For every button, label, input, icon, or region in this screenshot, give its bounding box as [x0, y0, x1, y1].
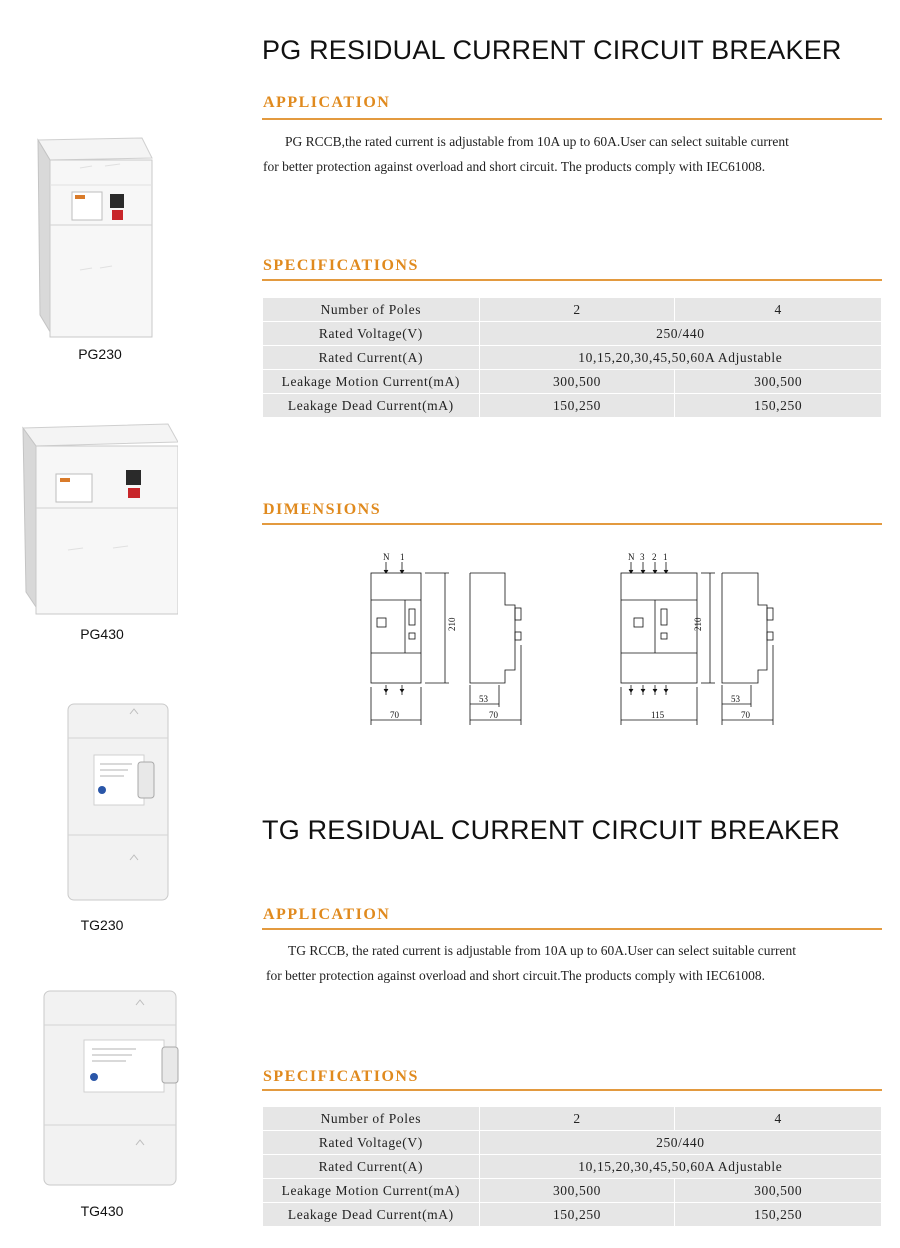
tg-application-heading: APPLICATION — [263, 906, 391, 923]
section-divider — [262, 523, 882, 525]
spec-value: 4 — [675, 1107, 882, 1131]
product-caption: TG430 — [80, 1203, 124, 1219]
tg-application-text — [266, 938, 896, 988]
spec-value: 300,500 — [675, 370, 882, 394]
spec-label: Leakage Motion Current(mA) — [263, 1179, 480, 1203]
dimension-depth-label: 53 — [731, 694, 740, 704]
table-row — [263, 1203, 882, 1227]
spec-label: Leakage Dead Current(mA) — [263, 394, 480, 418]
spec-label: Leakage Dead Current(mA) — [263, 1203, 480, 1227]
spec-label: Rated Voltage(V) — [263, 322, 480, 346]
table-row — [263, 298, 882, 322]
tg-application-line: TG RCCB, the rated current is adjustable from 10A up to 60A.User can select suitable current — [288, 943, 796, 958]
spec-value: 4 — [675, 298, 882, 322]
spec-label: Leakage Motion Current(mA) — [263, 370, 480, 394]
rccb-tg-2pole-product-icon — [42, 700, 172, 905]
section-divider — [262, 1089, 882, 1091]
terminal-label: 2 — [652, 552, 657, 562]
table-row — [263, 322, 882, 346]
four-pole-front-view — [621, 562, 715, 725]
pg-application-line: PG RCCB,the rated current is adjustable from 10A up to 60A.User can select suitable current — [285, 134, 789, 149]
spec-value: 150,250 — [675, 1203, 882, 1227]
spec-value: 150,250 — [479, 1203, 675, 1227]
pg-application-line: for better protection against overload and short circuit. The products comply with IEC61008. — [263, 159, 766, 174]
rccb-pg-2pole-product-icon — [30, 130, 160, 345]
tg-specifications-heading: SPECIFICATIONS — [263, 1068, 419, 1085]
spec-value: 300,500 — [479, 370, 675, 394]
spec-label: Rated Voltage(V) — [263, 1131, 480, 1155]
dimension-depth-label: 70 — [741, 710, 750, 720]
two-pole-front-view — [371, 562, 449, 725]
dimension-width-label: 115 — [651, 710, 665, 720]
product-caption: PG230 — [78, 346, 122, 362]
tg-application-line: for better protection against overload and short circuit.The products comply with IEC61008. — [266, 968, 765, 983]
pg-spec-table — [262, 297, 882, 418]
spec-label: Rated Current(A) — [263, 346, 480, 370]
spec-value: 300,500 — [675, 1179, 882, 1203]
rccb-pg-4pole-product-icon — [18, 420, 178, 620]
dimension-width-label: 70 — [390, 710, 399, 720]
dimension-height-label: 210 — [693, 617, 703, 631]
spec-value: 2 — [479, 298, 675, 322]
dimension-depth-label: 70 — [489, 710, 498, 720]
dimension-depth-label: 53 — [479, 694, 488, 704]
four-pole-side-view — [722, 573, 773, 725]
pg-dimensions-heading: DIMENSIONS — [263, 501, 382, 518]
section-divider — [262, 928, 882, 930]
spec-value: 2 — [479, 1107, 675, 1131]
table-row — [263, 1107, 882, 1131]
spec-value: 150,250 — [675, 394, 882, 418]
terminal-label: N — [628, 552, 635, 562]
table-row — [263, 346, 882, 370]
terminal-label: 1 — [400, 552, 405, 562]
spec-value: 150,250 — [479, 394, 675, 418]
table-row — [263, 1131, 882, 1155]
spec-value: 10,15,20,30,45,50,60A Adjustable — [479, 346, 881, 370]
table-row — [263, 370, 882, 394]
dimension-height-label: 210 — [447, 617, 457, 631]
section-divider — [262, 118, 882, 120]
spec-value: 250/440 — [479, 1131, 881, 1155]
spec-value: 250/440 — [479, 322, 881, 346]
terminal-label: 3 — [640, 552, 645, 562]
spec-label: Number of Poles — [263, 298, 480, 322]
section-divider — [262, 279, 882, 281]
product-caption: TG230 — [80, 917, 124, 933]
spec-label: Number of Poles — [263, 1107, 480, 1131]
tg-section-title: TG RESIDUAL CURRENT CIRCUIT BREAKER — [262, 815, 841, 845]
two-pole-side-view — [470, 573, 521, 725]
pg-specifications-heading: SPECIFICATIONS — [263, 257, 419, 274]
spec-value: 10,15,20,30,45,50,60A Adjustable — [479, 1155, 881, 1179]
table-row — [263, 1155, 882, 1179]
pg-application-text — [263, 129, 893, 179]
table-row — [263, 1179, 882, 1203]
terminal-label: 1 — [663, 552, 668, 562]
terminal-label: N — [383, 552, 390, 562]
pg-section-title: PG RESIDUAL CURRENT CIRCUIT BREAKER — [262, 35, 842, 65]
product-caption: PG430 — [80, 626, 124, 642]
rccb-tg-4pole-product-icon — [36, 985, 186, 1190]
pg-application-heading: APPLICATION — [263, 94, 391, 111]
tg-spec-table — [262, 1106, 882, 1227]
table-row — [263, 394, 882, 418]
spec-label: Rated Current(A) — [263, 1155, 480, 1179]
spec-value: 300,500 — [479, 1179, 675, 1203]
dimension-drawings — [355, 545, 795, 730]
